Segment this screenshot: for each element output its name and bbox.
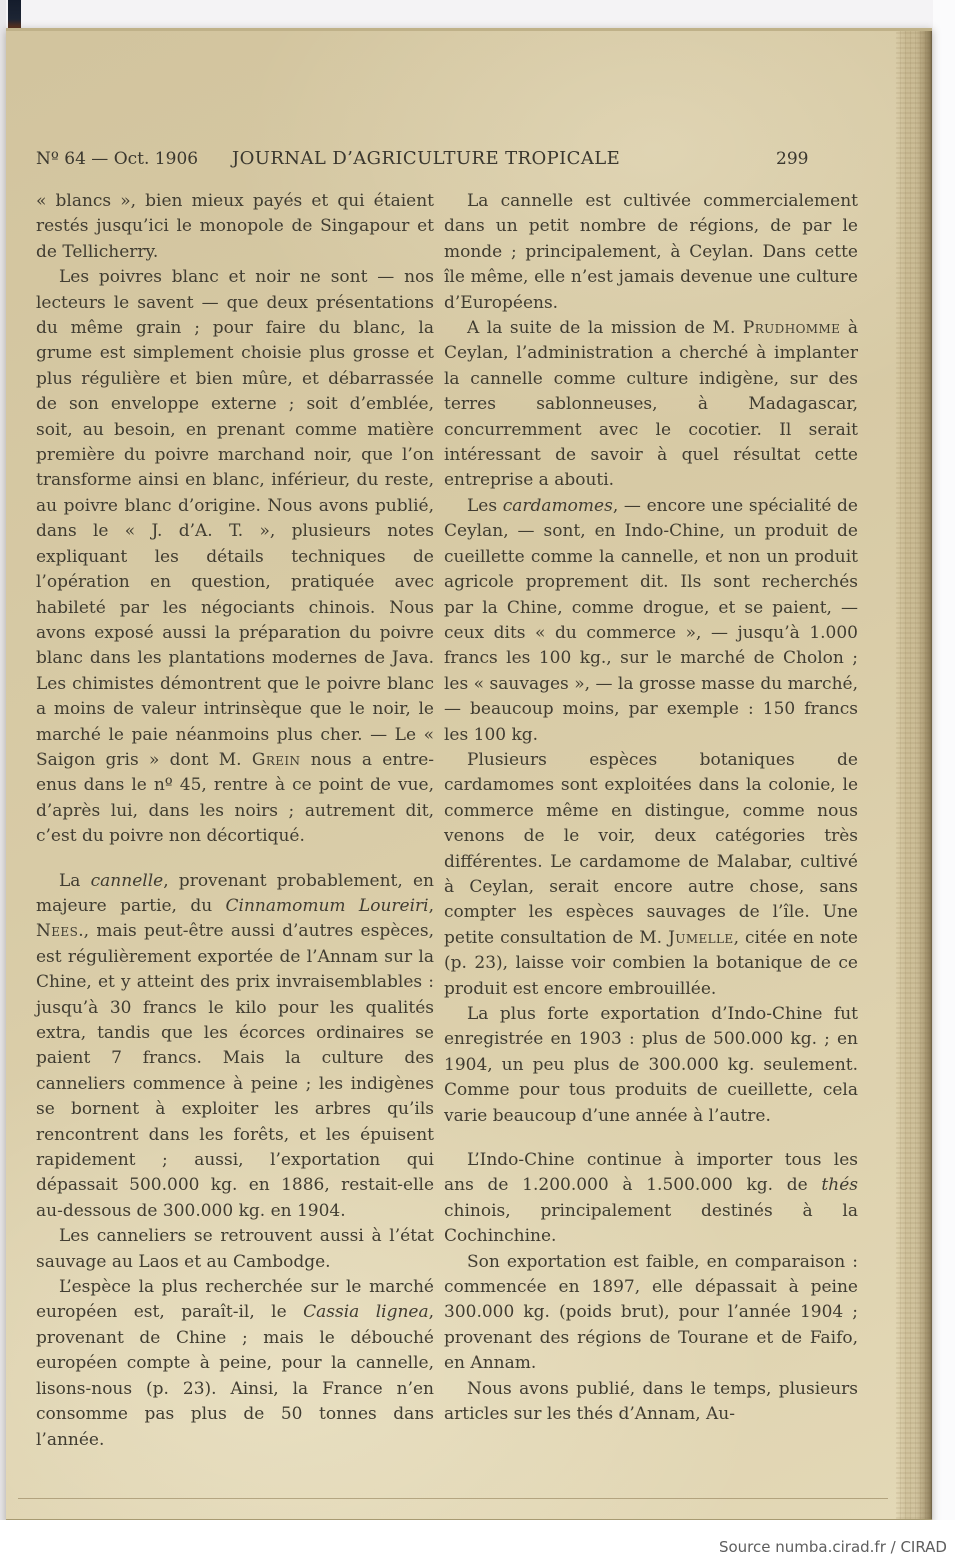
paragraph: A la suite de la mission de M. Prudhomme à Ceylan, l’administration a cherché à implanter la cannelle comme culture indigène, sur des terres sablonneuses, à Madagascar, concurremment avec le cocotier. Il serait intéressant de savoir à quel résultat cette entreprise a abouti. (444, 318, 858, 491)
paragraph: Plusieurs espèces botaniques de cardamomes sont exploitées dans la colonie, le commerce même en distingue, comme nous venons de le voir, deux catégories très différentes. Le cardamome de Malabar, cultivé à Ceylan, serait encore autre chose, sans compter les espèces sauvages de l’île. Une petite consultation de M. Jumelle, citée en note (p. 23), laisse voir combien la botanique de ce produit est encore embrouillée. (444, 749, 858, 999)
paragraph: Les cardamomes, — encore une spécialité de Ceylan, — sont, en Indo-Chine, un produit de cueillette comme la cannelle, et non un produit agricole proprement dit. Ils sont recherchés par la Chine, comme drogue, et se paient, — ceux dits « du commerce », — jusqu’à 1.000 francs les 100 kg., sur le marché de Cholon ; les « sauvages », — la grosse masse du marché, — beaucoup moins, par exemple : 150 francs les 100 kg. (444, 495, 858, 745)
paragraph: Les poivres blanc et noir ne sont — nos lecteurs le savent — que deux présentations du même grain ; pour faire du blanc, la grume est simplement choisie plus grosse et plus régulière et bien mûre, et débarrassée de son enveloppe externe ; soit d’emblée, soit, au besoin, en prenant comme matière première du poivre marchand noir, que l’on transforme ainsi en blanc, inférieur, du reste, au poivre blanc d’origine. Nous avons publié, dans le « J. d’A. T. », plusieurs notes expliquant les détails techniques de l’opération en question, pratiquée avec habileté par les négociants chinois. Nous avons exposé aussi la préparation du poivre blanc dans les plantations modernes de Java. Les chimistes démontrent que le poivre blanc a moins de valeur intrinsèque que le noir, le marché le paie néanmoins plus cher. — Le « Saigon gris » dont M. Grein nous a entre-enus dans le nº 45, rentre à ce point de vue, d’après lui, dans les noirs ; autrement dit, c’est du poivre non décortiqué. (36, 267, 434, 847)
scanned-page (6, 28, 932, 1523)
paragraph: « blancs », bien mieux payés et qui étaient restés jusqu’ici le monopole de Singapour et de Tellicherry. (36, 191, 434, 262)
source-attribution: Source numba.cirad.fr / CIRAD (718, 1538, 947, 1556)
paragraph: Les canneliers se retrouvent aussi à l’état sauvage au Laos et au Cambodge. (36, 1226, 434, 1272)
page-number: 299 (776, 149, 809, 169)
paragraph: L’Indo-Chine continue à importer tous les ans de 1.200.000 à 1.500.000 kg. de thés chinois, principalement destinés à la Cochinchine. (444, 1150, 858, 1247)
journal-title: JOURNAL D’AGRICULTURE TROPICALE (232, 148, 621, 169)
book-page-edges (896, 31, 932, 1519)
article-body (36, 189, 858, 1453)
paragraph: Nous avons publié, dans le temps, plusieurs articles sur les thés d’Annam, Au- (444, 1378, 858, 1425)
scan-background-right-strip (933, 0, 955, 1566)
right-column (444, 189, 858, 1453)
issue-number: Nº 64 — Oct. 1906 (36, 149, 199, 169)
paragraph: La cannelle est cultivée commercialement dans un petit nombre de régions, de par le monde ; principalement, à Ceylan. Dans cette île même, elle n’est jamais devenue une culture d’Européens. (444, 191, 858, 313)
paragraph: La plus forte exportation d’Indo-Chine fut enregistrée en 1903 : plus de 500.000 kg. ; en 1904, un peu plus de 300.000 kg. seulement. Comme pour tous produits de cueillette, cela varie beaucoup d’une année à l’autre. (444, 1004, 858, 1126)
page-header (6, 149, 932, 179)
paragraph: L’espèce la plus recherchée sur le marché européen est, paraît-il, le Cassia lignea, provenant de Chine ; mais le débouché européen compte à peine, pour la cannelle, lisons-nous (p. 23). Ainsi, la France n’en consomme pas plus de 50 tonnes dans l’année. (36, 1277, 435, 1450)
left-column (36, 189, 434, 1453)
paragraph: La cannelle, provenant probablement, en majeure partie, du Cinnamomum Loureiri, Nees., mais peut-être aussi d’autres espèces, est régulièrement exportée de l’Annam sur la Chine, et y atteint des prix invraisemblables : jusqu’à 30 francs le kilo pour les qualités extra, tandis que les écorces ordinaires se paient 7 francs. Mais la culture des canneliers commence à peine ; les indigènes se bornent à exploiter les arbres qu’ils rencontrent dans les forêts, et les épuisent rapidement ; aussi, l’exportation qui dépassait 500.000 kg. en 1886, restait-elle au-dessous de 300.000 kg. en 1904. (36, 870, 435, 1221)
source-bar (0, 1520, 955, 1566)
paragraph: Son exportation est faible, en comparaison : commencée en 1897, elle dépassait à peine 300.000 kg. (poids brut), pour l’année 1904 ; provenant des régions de Tourane et de Faifo, en Annam. (444, 1251, 858, 1374)
